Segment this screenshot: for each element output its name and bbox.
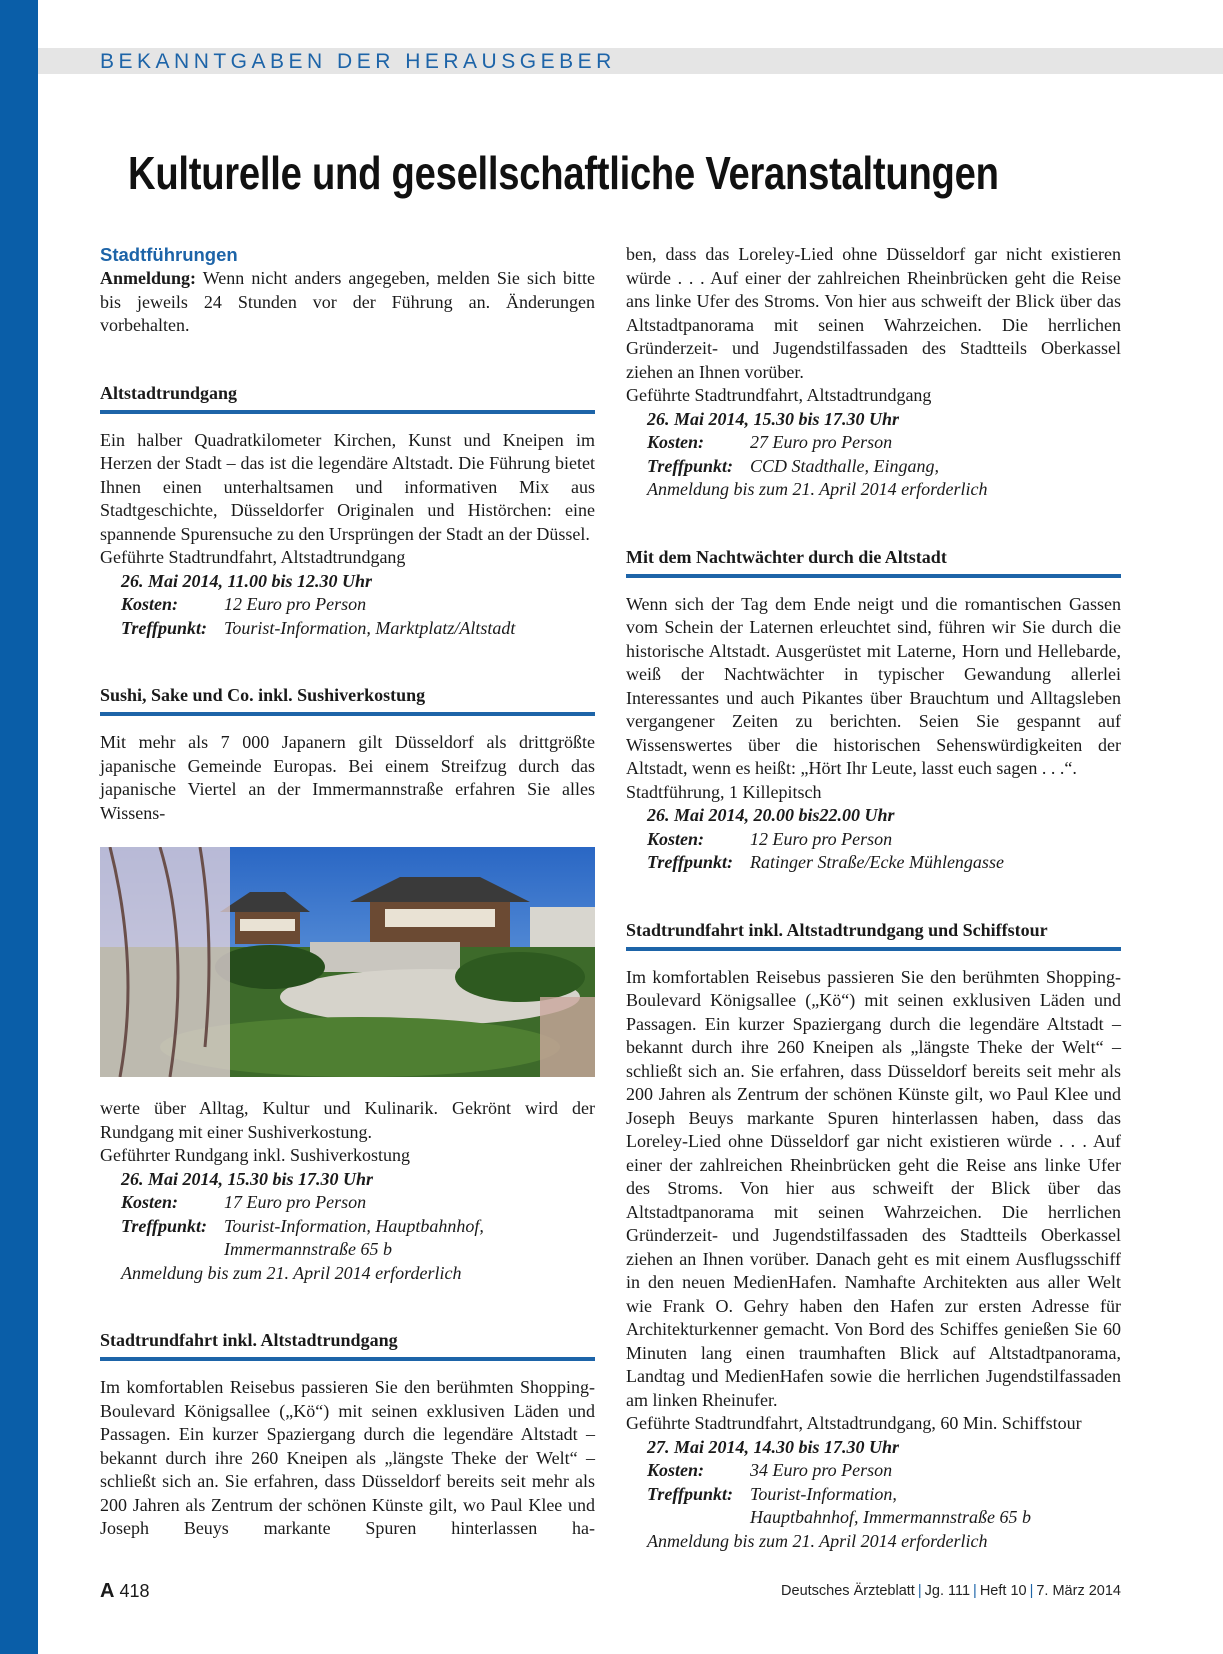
meeting-point-label: Treffpunkt: [647,455,734,476]
page-number-value: 418 [119,1581,150,1601]
event-date: 27. Mai 2014, 14.30 bis 17.30 Uhr [647,1436,900,1457]
article-body-continued: ben, dass das Loreley-Lied ohne Düsseldorf gar nicht existieren würde . . . Auf einer der zahlreichen Rheinbrücken geht die Reise ans linke Ufer des Stroms. Von hier aus schweift der Blick über das Altstadtpanorama mit seinen Wahrzeichen. Die herrlichen Gründerzeit- und Jugendstilfassaden des Stadtteils Oberkassel ziehen an Ihnen vorüber. [626,244,1121,382]
event-type: Geführte Stadtrundfahrt, Altstadtrundgang [626,385,932,405]
article-title-altstadtrundgang: Altstadtrundgang [100,382,238,403]
event-type: Geführte Stadtrundfahrt, Altstadtrundgang [100,547,406,567]
meeting-point-value: Tourist-Information, Hauptbahnhof, [224,1215,484,1236]
event-date: 26. Mai 2014, 20.00 bis22.00 Uhr [647,805,895,825]
cost-value: 27 Euro pro Person [750,432,893,452]
event-details [626,408,1121,502]
event-type: Geführte Stadtrundfahrt, Altstadtrundgang, 60 Min. Schiffstour [626,1413,1082,1433]
article-title-sushi: Sushi, Sake und Co. inkl. Sushiverkostung [100,685,426,705]
article-body: Mit mehr als 7 000 Japanern gilt Düsseldorf als drittgrößte japanische Gemeinde Europas. Bei einem Streifzug durch das japanische Viertel an der Immermannstraße erfahren Sie alles Wissens- [100,732,595,823]
intro-label: Anmeldung: [100,268,197,288]
journal-volume: Jg. 111 [924,1583,971,1599]
registration-note: Anmeldung bis zum 21. April 2014 erforderlich [647,479,988,499]
event-type: Stadtführung, 1 Killepitsch [626,781,822,802]
article-body: Wenn sich der Tag dem Ende neigt und die romantischen Gassen vom Schein der Laternen erleuchtet sind, führen wir Sie durch die historische Altstadt. Ausgerüstet mit Laterne, Horn und Hellebarde, weiß der Nachtwächter in typischer Gewandung allerlei Interessantes und auch Pikantes über Brauchtum und Alltagsleben vergangener Zeiten zu berichten. Seien Sie gespannt auf Wissenswertes über die historischen Sehenswürdigkeiten der Altstadt, wenn es heißt: „Hört Ihr Leute, lasst euch sagen . . .“. [626,593,1121,778]
article-title-schiffstour: Stadtrundfahrt inkl. Altstadtrundgang und Schiffstour [626,919,1048,940]
title-rule [100,712,595,716]
article-body: werte über Alltag, Kultur und Kulinarik. Gekrönt wird der Rundgang mit einer Sushiverkostung. [100,1098,595,1142]
article-title-stadtrundfahrt: Stadtrundfahrt inkl. Altstadtrundgang [100,1330,398,1350]
meeting-point-line2: Immermannstraße 65 b [224,1239,392,1259]
page-title: Kulturelle und gesellschaftliche Veranstaltungen [128,147,999,199]
page-number [100,1580,150,1603]
blue-sidebar [0,0,38,1654]
event-date: 26. Mai 2014, 15.30 bis 17.30 Uhr [647,408,900,429]
meeting-point-value: Ratinger Straße/Ecke Mühlengasse [750,852,1004,872]
event-details [626,1436,1121,1554]
title-rule [626,947,1121,951]
left-column [100,243,595,1541]
journal-footer: Deutsches Ärzteblatt | Jg. 111 | Heft 10 | 7. März 2014 [781,1583,1121,1599]
meeting-point-label: Treffpunkt: [121,617,208,638]
meeting-point-label: Treffpunkt: [121,1215,208,1236]
cost-label: Kosten: [647,828,705,849]
registration-note: Anmeldung bis zum 21. April 2014 erforderlich [121,1262,462,1283]
article-body: Im komfortablen Reisebus passieren Sie den berühmten Shopping-Boulevard Königsallee („Kö“) mit seinen exklusiven Läden und Passagen. Ein kurzer Spaziergang durch die legendäre Altstadt – bekannt durch ihre 260 Kneipen als „längste Theke der Welt“ – schließt sich an. Sie erfahren, dass Düsseldorf bereits seit mehr als 200 Jahren als Zentrum der schönen Künste gilt, wo Paul Klee und Joseph Beuys markante Spuren hinterlassen haben, dass das Loreley-Lied ohne Düsseldorf gar nicht existieren würde . . . Auf einer der zahlreichen Rheinbrücken geht die Reise ans linke Ufer des Stroms. Von hier aus schweift der Blick über das Altstadtpanorama mit seinen Wahrzeichen. Die herrlichen Gründerzeit- und Jugendstilfassaden des Stadtteils Oberkassel ziehen an Ihnen vorüber. Danach geht es mit einem Ausflugsschiff in den neuen MedienHafen. Namhafte Architekten aus aller Welt wie Frank O. Gehry haben den Hafen zur ersten Adresse für Architekturkenner gemacht. Von Bord des Schiffes genießen Sie 60 Minuten lang einen traumhaften Blick auf Altstadtpanorama, Landtag und MedienHafen sowie die herrlichen Jugendstilfassaden am linken Rheinufer. [626,966,1121,1410]
cost-value: 12 Euro pro Person [750,828,893,849]
cost-label: Kosten: [121,1192,179,1212]
meeting-point-label: Treffpunkt: [647,852,734,872]
article-title-nachtwaechter: Mit dem Nachtwächter durch die Altstadt [626,546,947,567]
cost-label: Kosten: [647,1460,705,1480]
article-body: Ein halber Quadratkilometer Kirchen, Kunst und Kneipen im Herzen der Stadt – das ist die legendäre Altstadt. Die Führung bietet Ihnen einen unterhaltsamen und informativen Mix aus Stadtgeschichte, Düsseldorfer Originalen und Histörchen: eine spannende Spurensuche zu den Ursprüngen der Stadt an der Düssel. [100,429,595,544]
right-column [626,243,1121,1553]
event-type: Geführter Rundgang inkl. Sushiverkostung [100,1145,410,1165]
intro-paragraph [100,267,595,338]
page-prefix: A [100,1580,115,1602]
cost-value: 12 Euro pro Person [224,594,367,614]
cost-label: Kosten: [647,432,705,452]
meeting-point-value: Tourist-Information, Marktplatz/Altstadt [224,617,516,638]
article-body: Im komfortablen Reisebus passieren Sie den berühmten Shopping-Boulevard Königsallee („Kö“) mit seinen exklusiven Läden und Passagen. Ein kurzer Spaziergang durch die legendäre Altstadt – bekannt durch ihre 260 Kneipen als „längste Theke der Welt“ – schließt sich an. Sie erfahren, dass Düsseldorf bereits seit mehr als 200 Jahren als Zentrum der schönen Künste gilt, wo Paul Klee und Joseph Beuys markante Spuren hinterlassen ha- [100,1377,595,1538]
event-date: 26. Mai 2014, 11.00 bis 12.30 Uhr [121,570,373,591]
journal-name: Deutsches Ärzteblatt [781,1583,915,1599]
cost-value: 34 Euro pro Person [750,1460,893,1480]
meeting-point-label: Treffpunkt: [647,1483,734,1504]
cost-label: Kosten: [121,594,179,614]
journal-issue: Heft 10 [979,1583,1027,1599]
cost-value: 17 Euro pro Person [224,1192,367,1212]
intro-text: Wenn nicht anders angegeben, melden Sie sich bitte bis jeweils 24 Stunden vor der Führung an. Änderungen vorbehalten. [100,268,595,335]
registration-note: Anmeldung bis zum 21. April 2014 erforderlich [647,1530,988,1551]
title-rule [100,410,595,414]
meeting-point-line2: Hauptbahnhof, Immermannstraße 65 b [750,1507,1031,1527]
event-details [100,1168,595,1286]
meeting-point-value: Tourist-Information, [750,1483,897,1504]
event-details [626,804,1121,875]
section-label: BEKANNTGABEN DER HERAUSGEBER [100,50,616,73]
meeting-point-value: CCD Stadthalle, Eingang, [750,455,939,476]
event-date: 26. Mai 2014, 15.30 bis 17.30 Uhr [121,1168,374,1189]
title-rule [100,1357,595,1361]
event-details [100,570,595,641]
kicker-stadtfuehrungen: Stadtführungen [100,244,238,265]
title-rule [626,574,1121,578]
japanese-garden-photo [100,847,595,1077]
journal-date: 7. März 2014 [1036,1583,1121,1599]
